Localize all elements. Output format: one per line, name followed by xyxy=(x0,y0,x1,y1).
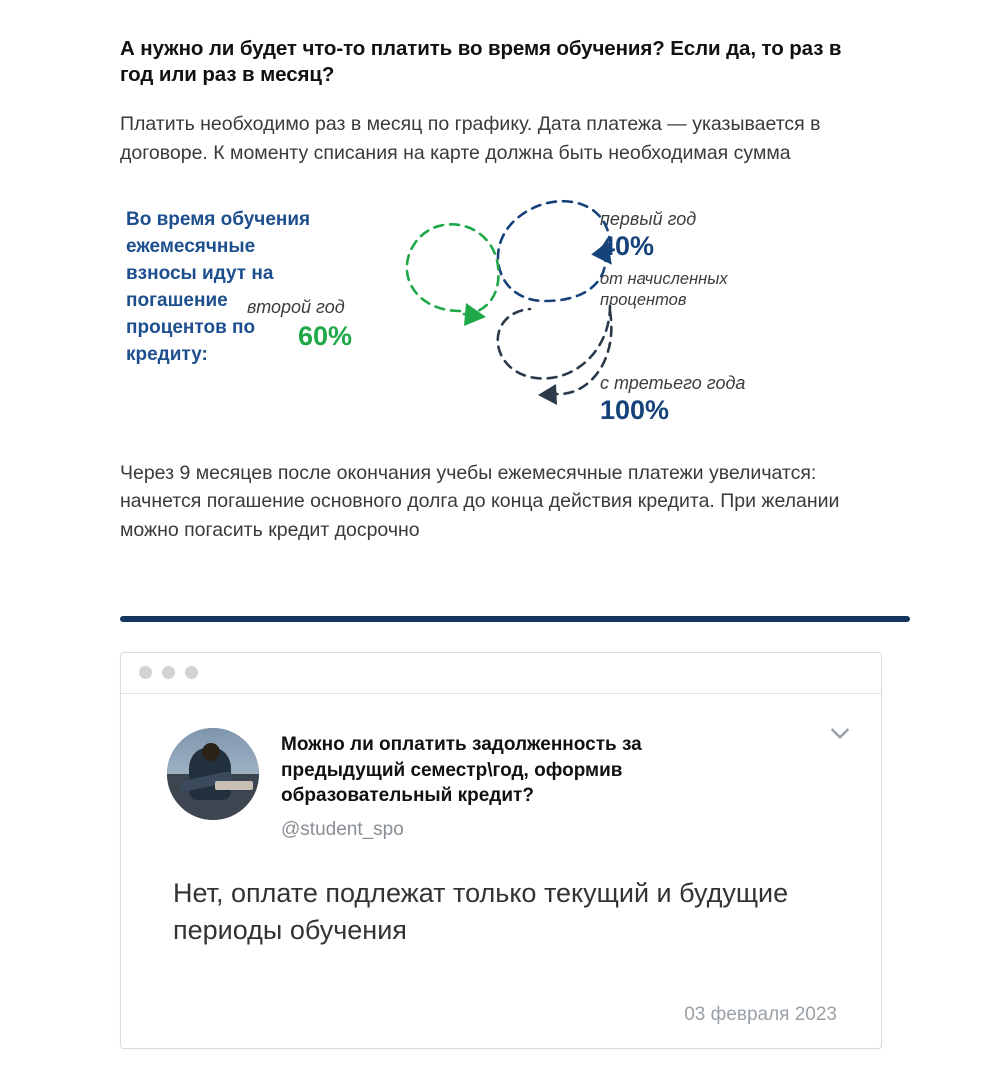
post-header xyxy=(167,728,841,841)
label-third-year: с третьего года xyxy=(600,373,746,393)
qa-card xyxy=(120,652,882,1049)
window-dot-close-icon[interactable] xyxy=(139,666,152,679)
post-question: Можно ли оплатить задолженность за предыдущий семестр\год, оформив образовательный кредит? xyxy=(281,733,642,807)
post-handle[interactable]: @student_spo xyxy=(281,819,404,841)
post-date: 03 февраля 2023 xyxy=(684,1004,837,1026)
value-first-year: 40% xyxy=(600,231,655,261)
label-second-year: второй год xyxy=(247,297,345,317)
section-divider xyxy=(120,616,910,622)
note-first-year: от начисленных процентов xyxy=(600,270,728,310)
value-third-year: 100% xyxy=(600,395,670,425)
card-titlebar xyxy=(121,653,881,694)
window-dot-minimize-icon[interactable] xyxy=(162,666,175,679)
avatar xyxy=(167,728,259,820)
faq-after-text: Через 9 месяцев после окончания учебы ежемесячные платежи увеличатся: начнется погашение основного долга до конца действия кредита. При желании можно погасить кредит досрочно xyxy=(120,462,840,541)
infographic xyxy=(120,181,882,451)
faq-answer: Платить необходимо раз в месяц по графику. Дата платежа — указывается в договоре. К моменту списания на карте должна быть необходимая сумма xyxy=(120,113,821,164)
label-first-year: первый год xyxy=(600,209,697,229)
value-second-year: 60% xyxy=(298,321,353,351)
chevron-down-icon[interactable] xyxy=(827,720,853,746)
post-answer: Нет, оплате подлежат только текущий и будущие периоды обучения xyxy=(173,878,789,945)
card-body xyxy=(121,694,881,1048)
infographic-left-caption: Во время обучения ежемесячные взносы идут на погашение процентов по кредиту: xyxy=(126,209,311,365)
window-dot-maximize-icon[interactable] xyxy=(185,666,198,679)
faq-question: А нужно ли будет что-то платить во время обучения? Если да, то раз в год или раз в месяц? xyxy=(120,37,842,87)
